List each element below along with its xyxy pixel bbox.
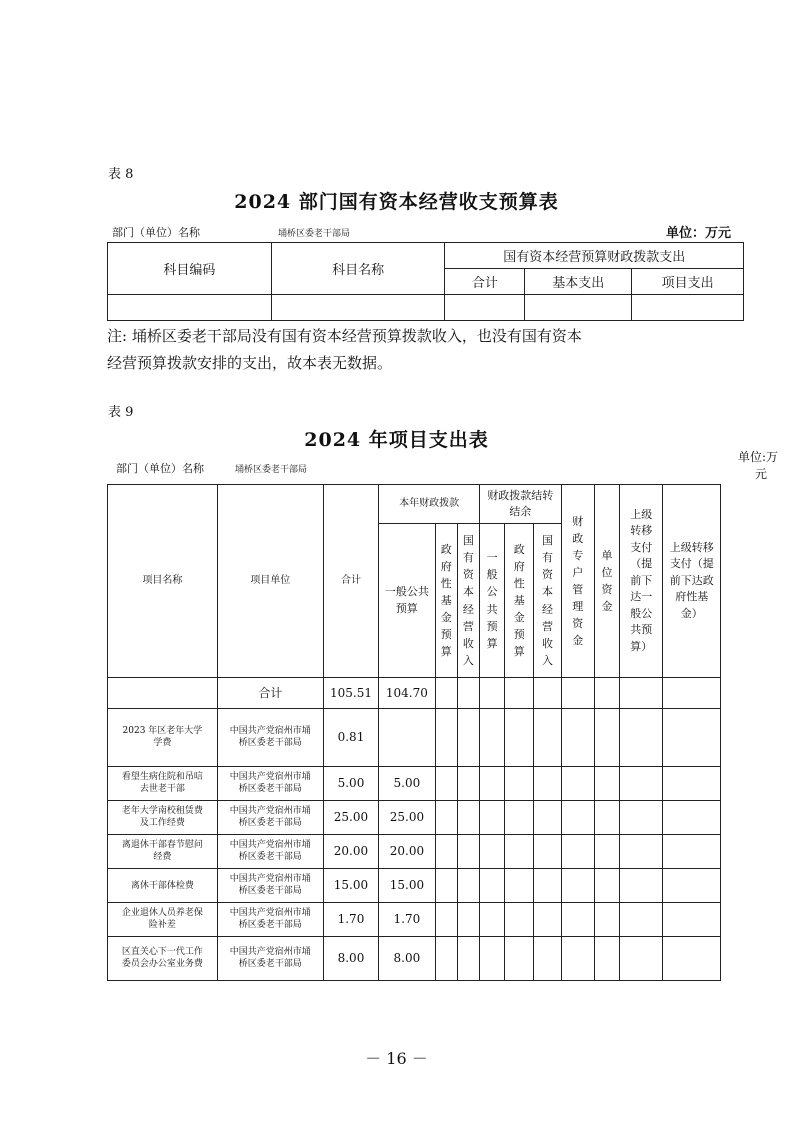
t9-empty-cell	[479, 869, 504, 903]
table8-note-line2: 经营预算拨款安排的支出，故本表无数据。	[107, 354, 393, 372]
t9-empty-cell	[534, 767, 561, 801]
t9-empty-cell	[435, 937, 457, 981]
t9-empty-cell	[594, 869, 619, 903]
t9-header-special-fund: 财政专户管理资金	[561, 485, 594, 678]
t9-empty-cell	[534, 835, 561, 869]
t9-empty-cell	[479, 767, 504, 801]
t9-row-total: 15.00	[323, 869, 378, 903]
page-number: － 16 －	[365, 1049, 428, 1068]
t9-row-unit: 中国共产党宿州市埇桥区委老干部局	[217, 767, 323, 801]
t9-header-general-budget: 一般公共预算	[379, 524, 435, 678]
t9-row-general	[379, 709, 435, 767]
t9-empty-cell	[505, 937, 534, 981]
t9-empty-cell	[505, 767, 534, 801]
table9-label: 表 9	[108, 405, 134, 420]
t9-row-general: 25.00	[379, 801, 435, 835]
t8-header-basic: 基本支出	[525, 269, 632, 295]
t9-empty-cell	[663, 937, 721, 981]
table8-dept-label: 部门（单位）名称	[112, 226, 200, 239]
t9-header-unit-fund: 单位资金	[594, 485, 619, 678]
t9-empty-cell	[505, 835, 534, 869]
t9-empty-cell	[435, 801, 457, 835]
t9-empty-cell	[663, 801, 721, 835]
t9-row-name: 2023 年区老年大学学费	[108, 709, 218, 767]
t9-row-unit: 中国共产党宿州市埇桥区委老干部局	[217, 903, 323, 937]
t9-header-co-general: 一般公共预算	[479, 524, 504, 678]
t9-empty-cell	[457, 835, 479, 869]
t9-empty-cell	[534, 709, 561, 767]
t9-row-name: 企业退休人员养老保险补差	[108, 903, 218, 937]
t9-empty-cell	[479, 678, 504, 709]
t9-empty-cell	[561, 801, 594, 835]
t9-empty-cell	[435, 903, 457, 937]
t8-empty-cell	[525, 295, 632, 321]
t9-header-total: 合计	[323, 485, 378, 678]
t9-row-general: 5.00	[379, 767, 435, 801]
t9-empty-cell	[663, 903, 721, 937]
t9-row-total: 20.00	[323, 835, 378, 869]
t9-empty-cell	[620, 937, 663, 981]
table8-label: 表 8	[108, 167, 134, 182]
t9-row-general: 20.00	[379, 835, 435, 869]
t9-empty-cell	[435, 835, 457, 869]
t9-row-total: 5.00	[323, 767, 378, 801]
table-row	[108, 937, 721, 981]
t9-empty-cell	[505, 709, 534, 767]
t9-empty-cell	[457, 678, 479, 709]
t9-header-carryover: 财政拨款结转结余	[479, 485, 561, 524]
t9-row-name: 老年大学南校租赁费及工作经费	[108, 801, 218, 835]
t9-header-project-unit: 项目单位	[217, 485, 323, 678]
t9-empty-cell	[435, 869, 457, 903]
t9-header-co-gov-fund: 政府性基金预算	[505, 524, 534, 678]
t9-empty-cell	[663, 767, 721, 801]
table8-note-line1: 注: 埇桥区委老干部局没有国有资本经营预算拨款收入，也没有国有资本	[107, 327, 582, 345]
table8-unit: 单位：万元	[666, 226, 732, 241]
t8-empty-cell	[108, 295, 272, 321]
t9-empty-cell	[457, 709, 479, 767]
table-row	[108, 903, 721, 937]
t9-empty-cell	[561, 767, 594, 801]
t9-empty-cell	[435, 678, 457, 709]
t9-row-total: 1.70	[323, 903, 378, 937]
t9-total-general: 104.70	[379, 678, 435, 709]
t9-empty-cell	[594, 903, 619, 937]
t8-empty-cell	[445, 295, 525, 321]
t8-empty-cell	[271, 295, 445, 321]
table-row	[108, 709, 721, 767]
t9-row-unit: 中国共产党宿州市埇桥区委老干部局	[217, 869, 323, 903]
t9-empty-cell	[561, 709, 594, 767]
t9-empty-cell	[663, 709, 721, 767]
t9-header-project-name: 项目名称	[108, 485, 218, 678]
t9-empty-cell	[663, 869, 721, 903]
t9-empty-cell	[479, 903, 504, 937]
t8-header-project: 项目支出	[632, 269, 744, 295]
t9-empty-cell	[457, 869, 479, 903]
t9-row-total: 0.81	[323, 709, 378, 767]
t9-header-current-grant: 本年财政拨款	[379, 485, 480, 524]
t9-row-name: 看望生病住院和吊唁去世老干部	[108, 767, 218, 801]
t8-header-code: 科目编码	[108, 243, 272, 295]
t9-empty-cell	[479, 709, 504, 767]
t9-empty-cell	[505, 903, 534, 937]
t9-empty-cell	[620, 767, 663, 801]
t9-empty-cell	[561, 869, 594, 903]
t9-empty-cell	[594, 678, 619, 709]
table8-dept-name: 埇桥区委老干部局	[278, 229, 351, 239]
t9-empty-cell	[534, 678, 561, 709]
t9-empty-cell	[663, 678, 721, 709]
t9-empty-cell	[479, 835, 504, 869]
t8-header-group: 国有资本经营预算财政拨款支出	[445, 243, 744, 269]
t9-empty-cell	[457, 801, 479, 835]
t9-empty-cell	[663, 835, 721, 869]
t9-empty-cell	[435, 709, 457, 767]
t8-empty-cell	[632, 295, 744, 321]
t9-empty-cell	[479, 937, 504, 981]
table9-title: 2024 年项目支出表	[304, 429, 489, 451]
t9-row-total: 8.00	[323, 937, 378, 981]
t9-empty-cell	[457, 937, 479, 981]
table9-unit-line2: 元	[755, 467, 768, 481]
t9-empty-cell	[505, 801, 534, 835]
table-row	[108, 801, 721, 835]
table9	[107, 484, 721, 981]
t9-empty-cell	[561, 835, 594, 869]
t9-empty-cell	[479, 801, 504, 835]
t9-header-transfer-general: 上级转移支付（提前下达一般公共预算）	[620, 485, 663, 678]
t9-row-general: 1.70	[379, 903, 435, 937]
t9-total-value: 105.51	[323, 678, 378, 709]
table8	[107, 242, 744, 321]
t9-empty-cell	[594, 767, 619, 801]
t9-row-unit: 中国共产党宿州市埇桥区委老干部局	[217, 801, 323, 835]
t8-header-total: 合计	[445, 269, 525, 295]
t9-row-name: 区直关心下一代工作委员会办公室业务费	[108, 937, 218, 981]
t9-row-total: 25.00	[323, 801, 378, 835]
t9-empty-cell	[620, 835, 663, 869]
table9-dept-label: 部门（单位）名称	[116, 462, 204, 475]
t9-empty-cell	[561, 678, 594, 709]
t9-empty-cell	[620, 903, 663, 937]
t9-empty-cell	[620, 678, 663, 709]
t9-empty-cell	[561, 937, 594, 981]
t9-empty-cell	[534, 937, 561, 981]
table9-dept-name: 埇桥区委老干部局	[235, 465, 308, 475]
t9-row-unit: 中国共产党宿州市埇桥区委老干部局	[217, 709, 323, 767]
t9-header-transfer-gov: 上级转移支付（提前下达政府性基金）	[663, 485, 721, 678]
t9-empty-cell	[534, 903, 561, 937]
table9-unit-line1: 单位:万	[738, 450, 779, 464]
t9-empty-cell	[620, 869, 663, 903]
t9-empty-cell	[594, 709, 619, 767]
t9-empty-cell	[457, 767, 479, 801]
t9-empty-cell	[534, 869, 561, 903]
t9-empty-cell	[620, 801, 663, 835]
table8-title: 2024 部门国有资本经营收支预算表	[234, 191, 559, 213]
t9-row-name: 离退休干部春节慰问经费	[108, 835, 218, 869]
table-row	[108, 869, 721, 903]
t9-empty-cell	[620, 709, 663, 767]
t9-total-empty	[108, 678, 218, 709]
t9-empty-cell	[457, 903, 479, 937]
t9-empty-cell	[505, 678, 534, 709]
t9-row-unit: 中国共产党宿州市埇桥区委老干部局	[217, 835, 323, 869]
t9-row-name: 离休干部体检费	[108, 869, 218, 903]
t9-row-general: 15.00	[379, 869, 435, 903]
t8-header-name: 科目名称	[271, 243, 445, 295]
t9-total-label: 合计	[217, 678, 323, 709]
t9-empty-cell	[594, 937, 619, 981]
t9-empty-cell	[435, 767, 457, 801]
t9-row-general: 8.00	[379, 937, 435, 981]
t9-header-state-capital: 国有资本经营收入	[457, 524, 479, 678]
table-row	[108, 835, 721, 869]
t9-empty-cell	[594, 835, 619, 869]
t9-header-co-state-capital: 国有资本经营收入	[534, 524, 561, 678]
t9-empty-cell	[561, 903, 594, 937]
t9-empty-cell	[534, 801, 561, 835]
t9-header-gov-fund: 政府性基金预算	[435, 524, 457, 678]
t9-empty-cell	[594, 801, 619, 835]
table-row	[108, 767, 721, 801]
t9-empty-cell	[505, 869, 534, 903]
t9-row-unit: 中国共产党宿州市埇桥区委老干部局	[217, 937, 323, 981]
